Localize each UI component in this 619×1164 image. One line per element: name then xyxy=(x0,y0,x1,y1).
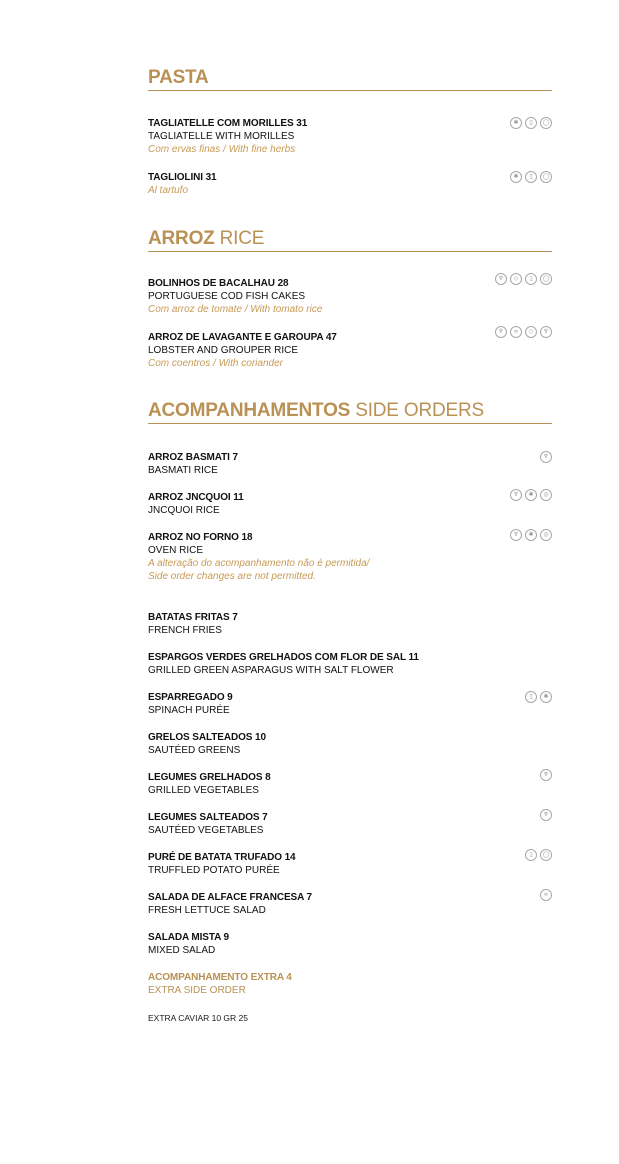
item-name: ACOMPANHAMENTO EXTRA 4 xyxy=(148,972,292,983)
section-header-rice xyxy=(148,229,552,252)
item-name: ARROZ BASMATI 7 xyxy=(148,452,238,463)
item-name: ARROZ DE LAVAGANTE E GAROUPA 47 xyxy=(148,332,337,343)
item-name: GRELOS SALTEADOS 10 xyxy=(148,732,266,743)
allergen-icons xyxy=(510,529,552,541)
item-english: JNCQUOI RICE xyxy=(148,505,220,516)
item-english: GRILLED VEGETABLES xyxy=(148,785,259,796)
allergen-icons xyxy=(540,451,552,463)
section-title-rice-bold: ARROZ xyxy=(148,228,215,249)
fish-icon: ◇ xyxy=(525,326,537,338)
wheat-icon: ✱ xyxy=(510,171,522,183)
celery-icon: ♆ xyxy=(540,451,552,463)
menu-item xyxy=(148,731,552,757)
menu-item-caviar xyxy=(148,1012,552,1025)
item-english: FRENCH FRIES xyxy=(148,625,222,636)
wheat-icon: ✱ xyxy=(510,117,522,129)
item-name: SALADA MISTA 9 xyxy=(148,932,230,943)
menu-item xyxy=(148,328,552,370)
menu-item xyxy=(148,531,552,583)
item-note: A alteração do acompanhamento não é permitida/ xyxy=(148,558,370,569)
item-name: SALADA DE ALFACE FRANCESA 7 xyxy=(148,892,312,903)
allergen-icons xyxy=(525,691,552,703)
item-note: Al tartufo xyxy=(148,185,189,196)
menu-item xyxy=(148,811,552,837)
egg-icon: ◯ xyxy=(540,849,552,861)
item-note: Com arroz de tomate / With tomato rice xyxy=(148,304,323,315)
item-english: EXTRA SIDE ORDER xyxy=(148,985,246,996)
item-name: ESPARGOS VERDES GRELHADOS COM FLOR DE SAL 11 xyxy=(148,652,419,663)
item-note: Side order changes are not permitted. xyxy=(148,571,316,582)
egg-icon: ◯ xyxy=(540,273,552,285)
section-title-rice-regular: RICE xyxy=(219,228,265,249)
mustard-icon: ∞ xyxy=(540,889,552,901)
fish-icon: ◇ xyxy=(510,273,522,285)
egg-icon: ◯ xyxy=(540,171,552,183)
menu-item xyxy=(148,851,552,877)
menu-item xyxy=(148,931,552,957)
celery-icon: ♆ xyxy=(540,809,552,821)
allergen-icons xyxy=(540,809,552,821)
wheat-icon: ✱ xyxy=(540,691,552,703)
item-english: FRESH LETTUCE SALAD xyxy=(148,905,266,916)
mollusc-icon: ◎ xyxy=(540,529,552,541)
menu-item xyxy=(148,277,552,316)
section-title-side-regular: SIDE ORDERS xyxy=(355,400,484,421)
item-name: BATATAS FRITAS 7 xyxy=(148,612,238,623)
allergen-icons xyxy=(540,889,552,901)
celery-icon: ♆ xyxy=(510,489,522,501)
menu-item xyxy=(148,171,552,197)
item-name: EXTRA CAVIAR 10 GR 25 xyxy=(148,1013,248,1023)
item-note: Com ervas finas / With fine herbs xyxy=(148,144,296,155)
item-name: BOLINHOS DE BACALHAU 28 xyxy=(148,278,289,289)
item-name: LEGUMES GRELHADOS 8 xyxy=(148,772,271,783)
item-english: TRUFFLED POTATO PURÉE xyxy=(148,865,280,876)
menu-item xyxy=(148,451,552,477)
item-name: ARROZ JNCQUOI 11 xyxy=(148,492,244,503)
milk-icon: ▯ xyxy=(525,273,537,285)
item-name: ESPARREGADO 9 xyxy=(148,692,233,703)
item-name: LEGUMES SALTEADOS 7 xyxy=(148,812,268,823)
celery-icon: ♆ xyxy=(540,769,552,781)
item-english: BASMATI RICE xyxy=(148,465,218,476)
section-title-side-bold: ACOMPANHAMENTOS xyxy=(148,400,351,421)
item-english: SAUTÉED VEGETABLES xyxy=(148,825,264,836)
menu-item xyxy=(148,651,552,677)
menu-item xyxy=(148,491,552,517)
allergen-icons xyxy=(495,273,552,285)
allergen-icons xyxy=(525,849,552,861)
menu-item xyxy=(148,611,552,637)
section-header-side-orders xyxy=(148,401,552,424)
section-header-pasta xyxy=(148,68,552,91)
item-english: GRILLED GREEN ASPARAGUS WITH SALT FLOWER xyxy=(148,665,394,676)
celery-icon: ♆ xyxy=(540,326,552,338)
item-english: TAGLIATELLE WITH MORILLES xyxy=(148,131,295,142)
item-name: ARROZ NO FORNO 18 xyxy=(148,532,253,543)
item-english: SAUTÉED GREENS xyxy=(148,745,241,756)
egg-icon: ◯ xyxy=(540,117,552,129)
wheat-icon: ✱ xyxy=(525,529,537,541)
milk-icon: ▯ xyxy=(525,171,537,183)
milk-icon: ▯ xyxy=(525,117,537,129)
allergen-icons xyxy=(540,769,552,781)
menu-item xyxy=(148,891,552,917)
celery-icon: ♆ xyxy=(495,273,507,285)
menu-item xyxy=(148,117,552,156)
allergen-icons xyxy=(510,117,552,129)
item-note: Com coentros / With coriander xyxy=(148,358,283,369)
allergen-icons xyxy=(495,326,552,338)
allergen-icons xyxy=(510,171,552,183)
menu-item xyxy=(148,771,552,797)
item-english: OVEN RICE xyxy=(148,545,204,556)
milk-icon: ▯ xyxy=(525,849,537,861)
menu-item-extra xyxy=(148,971,552,997)
mollusc-icon: ◎ xyxy=(540,489,552,501)
wheat-icon: ✱ xyxy=(525,489,537,501)
section-title-pasta: PASTA xyxy=(148,67,209,88)
menu-item xyxy=(148,691,552,717)
item-name: PURÉ DE BATATA TRUFADO 14 xyxy=(148,852,296,863)
item-english: PORTUGUESE COD FISH CAKES xyxy=(148,291,306,302)
celery-icon: ♆ xyxy=(510,529,522,541)
item-english: MIXED SALAD xyxy=(148,945,216,956)
celery-icon: ♆ xyxy=(495,326,507,338)
milk-icon: ▯ xyxy=(525,691,537,703)
allergen-icons xyxy=(510,489,552,501)
crustacean-icon: ∞ xyxy=(510,326,522,338)
item-english: SPINACH PURÉE xyxy=(148,705,230,716)
item-english: LOBSTER AND GROUPER RICE xyxy=(148,345,299,356)
item-name: TAGLIOLINI 31 xyxy=(148,172,217,183)
item-name: TAGLIATELLE COM MORILLES 31 xyxy=(148,118,308,129)
